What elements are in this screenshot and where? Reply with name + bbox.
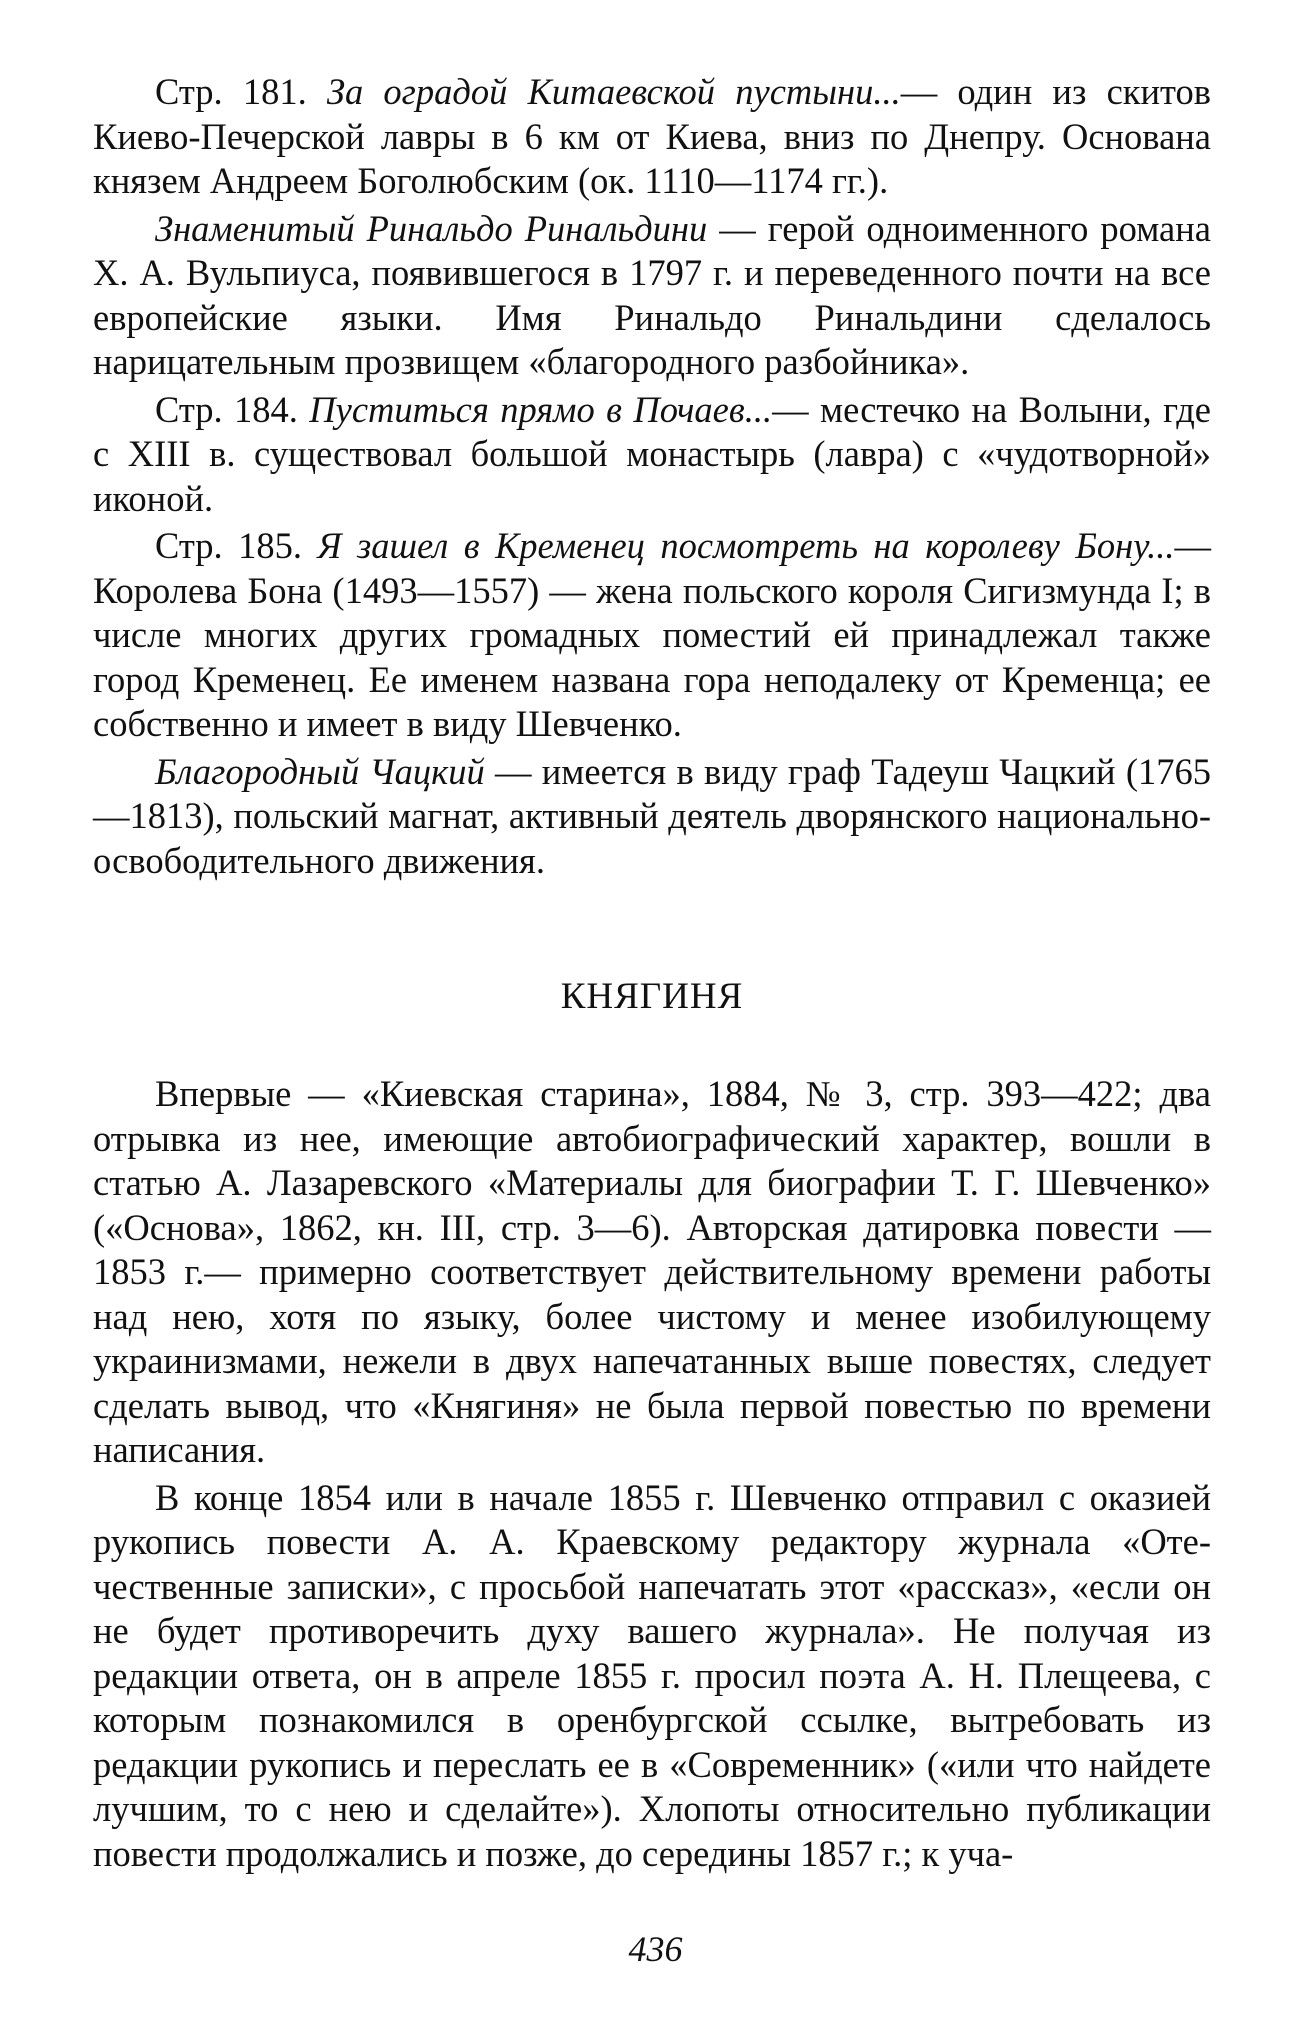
note-ref: Стр. 184. [155, 388, 298, 430]
note-p181 [93, 70, 1211, 204]
note-term: Пуститься прямо в Почаев... [309, 388, 773, 430]
section-title: КНЯГИНЯ [560, 976, 744, 1017]
note-term: За оградой Китаевской пустыни... [326, 71, 901, 112]
note-rinaldo [93, 207, 1211, 385]
note-text: — один из скитов Киево-Печерской лавры в 6 км от Киева, вниз по Днепру. Основана князем Андреем Боголюбским (ок. 1110—1174 гг.). [93, 71, 1212, 201]
note-chatsky [93, 750, 1211, 884]
note-term: Благородный Чацкий [155, 750, 485, 792]
note-ref: Стр. 185. [155, 525, 303, 566]
section-paragraph: Впервые — «Киевская старина», 1884, № 3, стр. 393—422; два отрывка из нее, имеющие автобиографический характер, вошли в статью А. Лазаревского «Материалы для биографии Т. Г. Шевченко» («Основа», 1862, кн. III, стр. 3—6). Авторская датировка повести — 1853 г.— примерно соответствует действительному времени работы над нею, хотя по языку, более чистому и менее изобилующему украинизмами, нежели в двух напечатанных выше повестях, следует сделать вывод, что «Княгиня» не была первой повестью по времени написания. [93, 1073, 1211, 1470]
note-text: — герой одноименного романа X. А. Вульпиуса, появившегося в 1797 г. и переведенного почти на все европейские языки. Имя Ринальдо Ринальдини сделалось нарицательным прозвищем «благородного разбойника». [93, 207, 1211, 382]
note-ref: Стр. 181. [155, 71, 307, 112]
note-p184 [93, 388, 1211, 522]
note-term: Знаменитый Ринальдо Ринальдини [155, 207, 708, 249]
note-p185 [93, 524, 1211, 747]
page-content [93, 70, 1211, 1876]
note-text: — местечко на Волыни, где с XIII в. существовал большой монастырь (лавра) с «чудотворной» иконой. [93, 388, 1211, 519]
section-paragraph: В конце 1854 или в начале 1855 г. Шевченко отправил с оказией рукопись повести А. А. Краевскому редактору журнала «Отечественные записки», с просьбой напечатать этот «рассказ», «если он не будет противоречить духу вашего журнала». Не получая из редакции ответа, он в апреле 1855 г. просил поэта А. Н. Плещеева, с которым познакомился в оренбургской ссылке, вытребовать из редакции рукопись и переслать ее в «Современник» («или что найдете лучшим, то с нею и сделайте»). Хлопоты относительно публикации повести продолжались и позже, до середины 1857 г.; к уча- [93, 1476, 1211, 1874]
note-text: — Королева Бона (1493—1557) — жена польского короля Сигизмунда I; в числе многих других громадных поместий ей принадлежал также город Кременец. Ее именем названа гора неподалеку от Кременца; ее собственно и имеет в виду Шевченко. [93, 525, 1212, 744]
page-number: 436 [628, 1929, 683, 1969]
note-term: Я зашел в Кременец посмотреть на королеву Бону... [317, 525, 1175, 566]
note-text: — имеется в виду граф Тадеуш Чацкий (1765—1813), польский магнат, активный деятель дворянского национально-освободительного движения. [93, 750, 1211, 881]
